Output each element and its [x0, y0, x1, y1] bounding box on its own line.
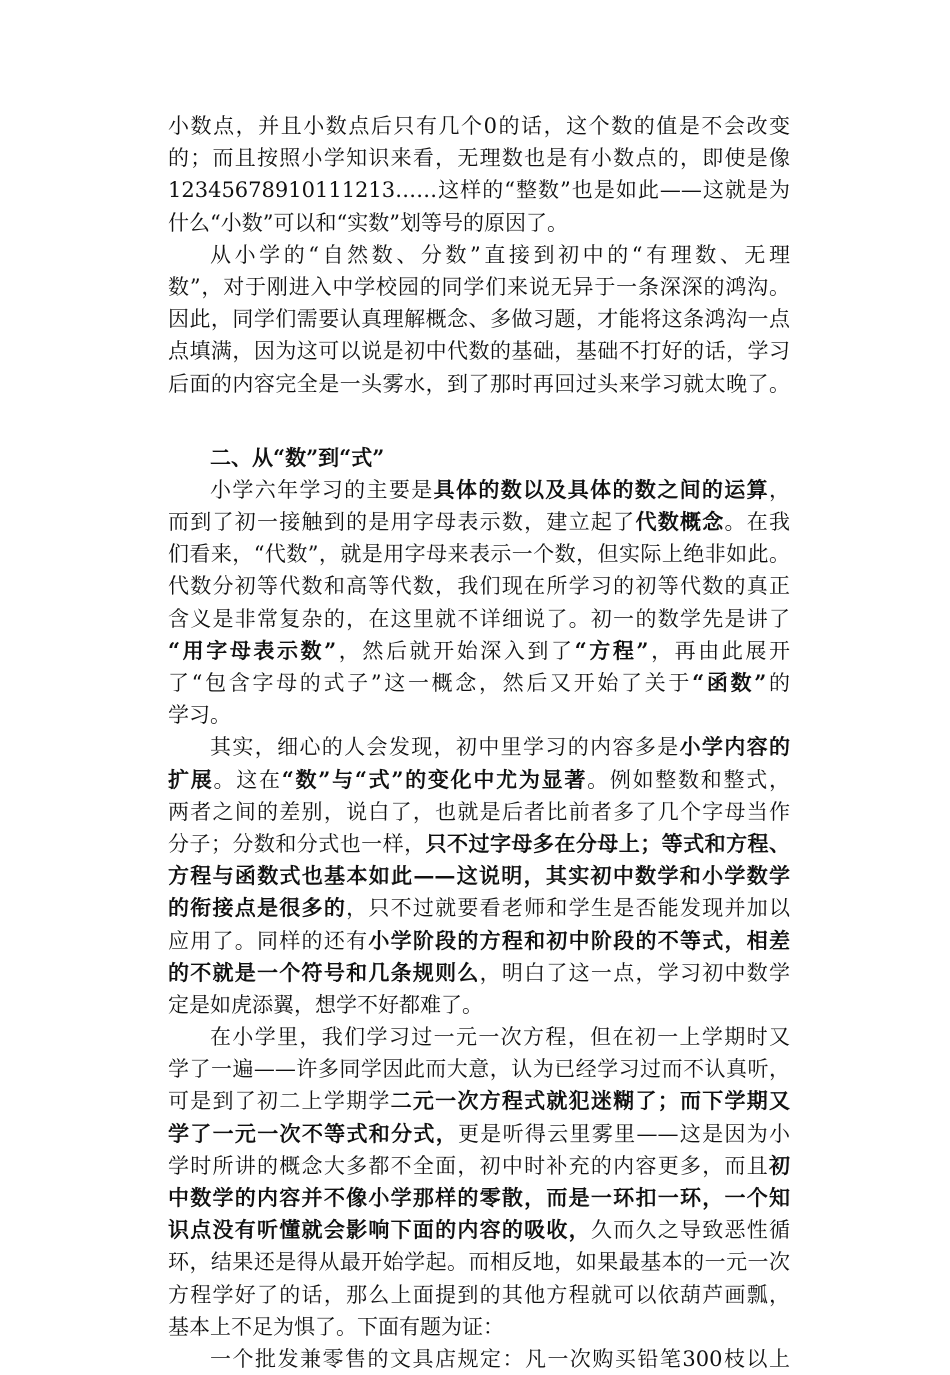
section-heading: 二、从“数”到“式”: [210, 444, 385, 470]
bold-run: “函数”: [692, 670, 767, 695]
text-line: [168, 957, 790, 989]
text-line: 基本上不足为惧了。下面有题为证：: [168, 1314, 504, 1339]
text-line: 后面的内容完全是一头雾水，到了那时再回过头来学习就太晚了。: [168, 371, 790, 396]
bold-run: 小学内容的: [679, 734, 791, 760]
bold-run: 学了一元一次不等式和分式，: [168, 1120, 458, 1146]
text-run: 。例如整数和整式，: [587, 767, 790, 792]
bold-run: 识点没有听懂就会影响下面的内容的吸收，: [168, 1217, 591, 1243]
section-spacer: [168, 400, 790, 442]
paragraph-2: [168, 239, 790, 400]
text-line: 环，结果还是得从最开始学起。而相反地，如果最基本的一元一次: [168, 1250, 790, 1275]
text-line: 学习。: [168, 703, 231, 728]
text-line: [168, 474, 790, 506]
text-line: 从小学的“自然数、分数”直接到初中的“有理数、无理: [210, 242, 790, 267]
text-run: 更是听得云里雾里——这是因为小: [458, 1121, 790, 1146]
text-line: 小数点，并且小数点后只有几个0的话，这个数的值是不会改变: [168, 114, 790, 138]
paragraph-3: [168, 474, 790, 732]
bold-run: 只不过字母多在分母上；等式和方程、: [425, 830, 791, 856]
text-line: [168, 1118, 790, 1150]
text-line: 代数分初等代数和高等代数，我们现在所学习的初等代数的真正: [168, 574, 790, 599]
text-run: 。这在: [213, 767, 282, 792]
bold-run: 方程与函数式也基本如此——这说明，其实初中数学和小学数学: [168, 863, 790, 889]
text-line: 12345678910111213……这样的“整数”也是如此——这就是为: [168, 178, 790, 203]
bold-run: “数”与“式”的变化中尤为显著: [281, 766, 588, 792]
text-run: 小学六年学习的主要是: [210, 477, 434, 502]
text-run: 学时所讲的概念大多都不全面，初中时补充的内容更多，而且: [168, 1153, 769, 1178]
bold-run: 的衔接点是很多的: [168, 895, 347, 921]
text-run: 的: [766, 671, 790, 695]
text-run: ，再由此展开: [648, 638, 790, 663]
text-line: [168, 1150, 790, 1182]
text-run: 可是到了初二上学期学: [168, 1089, 391, 1114]
bold-run: 小学阶段的方程和初中阶段的不等式，相差: [368, 927, 791, 953]
text-line: 一个批发兼零售的文具店规定：凡一次购买铅笔300枝以上: [210, 1346, 790, 1371]
bold-run: “用字母表示数”: [168, 637, 337, 663]
text-run: 而到了初一接触到的是用字母表示数，建立起了: [168, 510, 636, 535]
text-line: [168, 635, 790, 667]
bold-run: 的不就是一个符号和几条规则么: [168, 959, 480, 985]
text-line: 的；而且按照小学知识来看，无理数也是有小数点的，即使是像: [168, 146, 790, 171]
text-run: 久而久之导致恶性循: [590, 1218, 791, 1243]
paragraph-5: [168, 1021, 790, 1343]
text-line: 两者之间的差别，说白了，也就是后者比前者多了几个字母当作: [168, 799, 790, 824]
text-line: [168, 667, 790, 699]
text-run: ，然后就开始深入到了: [336, 638, 575, 663]
text-line: [168, 1214, 790, 1246]
text-line: 点填满，因为这可以说是初中代数的基础，基础不打好的话，学习: [168, 339, 790, 364]
text-line: 在小学里，我们学习过一元一次方程，但在初一上学期时又: [210, 1025, 790, 1050]
text-line: 什么“小数”可以和“实数”划等号的原因了。: [168, 210, 568, 235]
bold-run: 具体的数以及具体的数之间的运算: [433, 476, 770, 502]
text-run: 其实，细心的人会发现，初中里学习的内容多是: [210, 735, 680, 760]
paragraph-4: [168, 731, 790, 1021]
text-run: 应用了。同样的还有: [168, 928, 369, 953]
text-run: 。在我: [724, 510, 791, 535]
text-line: [168, 1085, 790, 1117]
text-line: [168, 892, 790, 924]
text-line: [168, 828, 790, 860]
text-line: [168, 731, 790, 763]
paragraph-6: [168, 1343, 790, 1375]
text-line: [168, 860, 790, 892]
text-line: 数”，对于刚进入中学校园的同学们来说无异于一条深深的鸿沟。: [168, 274, 790, 299]
text-line: [168, 506, 790, 538]
bold-run: “方程”: [574, 637, 649, 663]
bold-run: 扩展: [168, 766, 214, 792]
text-run: ，只不过就要看老师和学生是否能发现并加以: [346, 896, 791, 921]
text-run: 分子；分数和分式也一样，: [168, 831, 426, 856]
text-line: 定是如虎添翼，想学不好都难了。: [168, 992, 483, 1017]
text-run: ，: [769, 477, 791, 502]
text-line: 因此，同学们需要认真理解概念、多做习题，才能将这条鸿沟一点: [168, 307, 790, 332]
bold-run: 中数学的内容并不像小学那样的零散，而是一环扣一环，一个知: [168, 1185, 790, 1210]
document-body: [168, 110, 790, 1375]
text-line: 学了一遍——许多同学因此而大意，认为已经学习过而不认真听，: [168, 1057, 790, 1082]
text-line: 方程学好了的话，那么上面提到的其他方程就可以依葫芦画瓢，: [168, 1282, 790, 1307]
text-line: [168, 1182, 790, 1214]
text-line: [168, 925, 790, 957]
text-line: [168, 764, 790, 796]
bold-run: 初: [769, 1152, 790, 1178]
paragraph-1: [168, 110, 790, 239]
text-run: ，明白了这一点，学习初中数学: [479, 960, 791, 985]
text-line: 们看来，“代数”，就是用字母来表示一个数，但实际上绝非如此。: [168, 542, 790, 567]
text-line: 含义是非常复杂的，在这里就不详细说了。初一的数学先是讲了: [168, 606, 790, 631]
bold-run: 代数概念: [635, 509, 725, 535]
text-run: 了“包含字母的式子”这一概念，然后又开始了关于: [168, 671, 693, 695]
bold-run: 二元一次方程式就犯迷糊了；而下学期又: [390, 1088, 790, 1114]
